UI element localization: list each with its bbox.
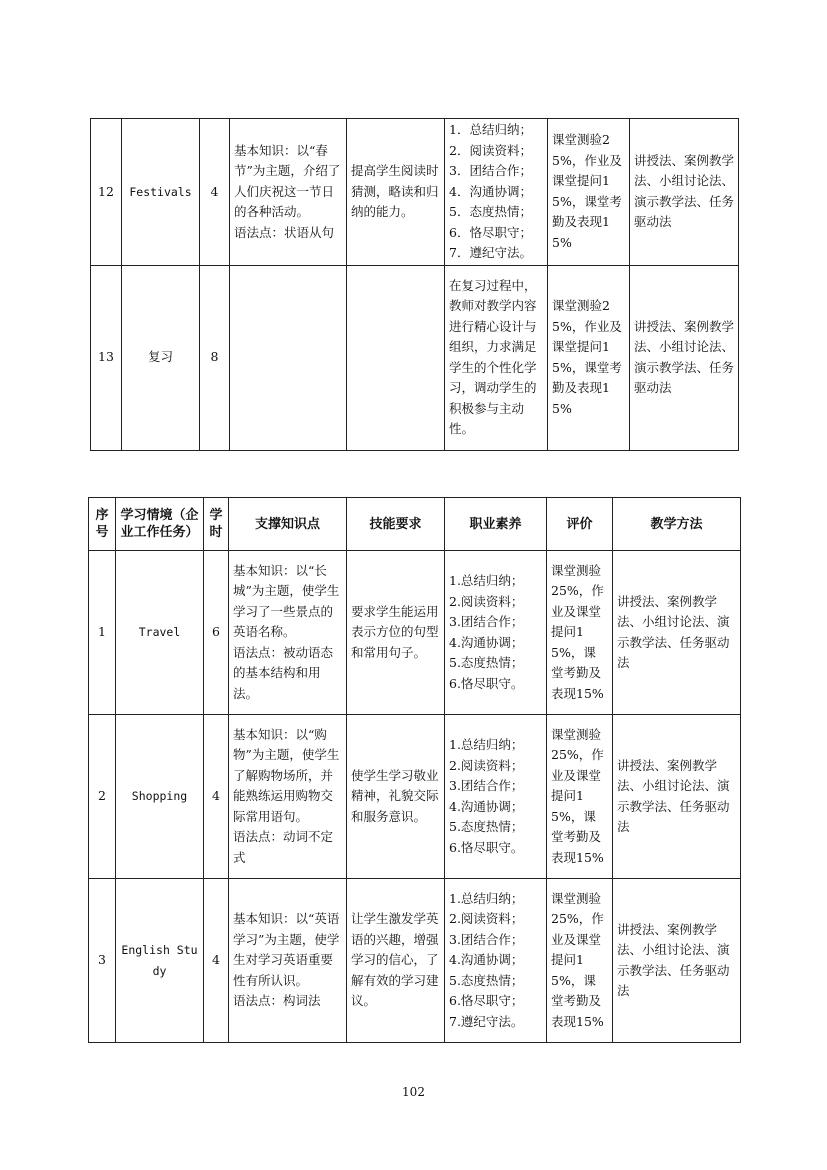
learning-situation: Travel	[116, 551, 204, 715]
course-table	[88, 497, 741, 1043]
skill-requirements: 使学生学习敬业精神，礼貌交际和服务意识。	[347, 715, 445, 879]
row-number: 13	[91, 265, 122, 450]
evaluation: 课堂测验25%，作业及课堂提问15%，课堂考勤及表现15%	[548, 119, 630, 266]
teaching-methods: 讲授法、案例教学法、小组讨论法、演示教学法、任务驱动法	[613, 715, 741, 879]
evaluation: 课堂测验25%，作业及课堂提问15%，课堂考勤及表现15%	[548, 265, 630, 450]
teaching-methods: 讲授法、案例教学法、小组讨论法、演示教学法、任务驱动法	[613, 879, 741, 1043]
row-number: 3	[89, 879, 116, 1043]
learning-situation: English Study	[116, 879, 204, 1043]
evaluation: 课堂测验25%，作业及课堂提问15%，课堂考勤及表现15%	[547, 879, 613, 1043]
header-skill-requirements: 技能要求	[347, 498, 445, 551]
skill-requirements: 要求学生能运用表示方位的句型和常用句子。	[347, 551, 445, 715]
table-row	[91, 119, 739, 266]
teaching-methods: 讲授法、案例教学法、小组讨论法、演示教学法、任务驱动法	[630, 265, 739, 450]
skill-requirements	[347, 265, 445, 450]
knowledge-points	[230, 265, 347, 450]
skill-requirements: 提高学生阅读时猜测，略读和归纳的能力。	[347, 119, 445, 266]
evaluation: 课堂测验25%，作业及课堂提问15%，课堂考勤及表现15%	[547, 715, 613, 879]
header-professional-literacy: 职业素养	[445, 498, 547, 551]
knowledge-points: 基本知识：以“长城”为主题，使学生学习了一些景点的英语名称。 语法点：被动语态的基本结构和用法。	[229, 551, 347, 715]
knowledge-points: 基本知识：以“购物”为主题，使学生了解购物场所，并能熟练运用购物交际常用语句。 语法点：动词不定式	[229, 715, 347, 879]
professional-literacy: 1．总结归纳； 2．阅读资料； 3．团结合作； 4．沟通协调； 5．态度热情； 6．恪尽职守； 7．遵纪守法。	[445, 119, 548, 266]
learning-situation: 复习	[122, 265, 200, 450]
row-number: 1	[89, 551, 116, 715]
skill-requirements: 让学生激发学英语的兴趣，增强学习的信心，了解有效的学习建议。	[347, 879, 445, 1043]
hours: 8	[200, 265, 230, 450]
professional-literacy: 1.总结归纳； 2.阅读资料； 3.团结合作； 4.沟通协调； 5.态度热情； 6.恪尽职守。	[445, 551, 547, 715]
header-learning-situation: 学习情境（企业工作任务）	[116, 498, 204, 551]
hours: 4	[204, 879, 229, 1043]
header-evaluation: 评价	[547, 498, 613, 551]
header-number: 序号	[89, 498, 116, 551]
knowledge-points: 基本知识：以“春节”为主题，介绍了人们庆祝这一节日的各种活动。 语法点：状语从句	[230, 119, 347, 266]
row-number: 12	[91, 119, 122, 266]
table-header-row	[89, 498, 741, 551]
hours: 4	[204, 715, 229, 879]
hours: 4	[200, 119, 230, 266]
course-table-continued	[90, 118, 739, 451]
header-hours: 学时	[204, 498, 229, 551]
header-teaching-methods: 教学方法	[613, 498, 741, 551]
header-knowledge-points: 支撑知识点	[229, 498, 347, 551]
learning-situation: Festivals	[122, 119, 200, 266]
table-row	[91, 265, 739, 450]
table-row	[89, 715, 741, 879]
row-number: 2	[89, 715, 116, 879]
evaluation: 课堂测验25%，作业及课堂提问15%，课堂考勤及表现15%	[547, 551, 613, 715]
learning-situation: Shopping	[116, 715, 204, 879]
teaching-methods: 讲授法、案例教学法、小组讨论法、演示教学法、任务驱动法	[613, 551, 741, 715]
knowledge-points: 基本知识：以“英语学习”为主题，使学生对学习英语重要性有所认识。 语法点：构词法	[229, 879, 347, 1043]
professional-literacy: 1.总结归纳； 2.阅读资料； 3.团结合作； 4.沟通协调； 5.态度热情； 6.恪尽职守。	[445, 715, 547, 879]
teaching-methods: 讲授法、案例教学法、小组讨论法、演示教学法、任务驱动法	[630, 119, 739, 266]
table-row	[89, 879, 741, 1043]
page-number: 102	[402, 1085, 425, 1099]
professional-literacy: 在复习过程中，教师对教学内容进行精心设计与组织，力求满足学生的个性化学习，调动学生的积极参与主动性。	[445, 265, 548, 450]
table-row	[89, 551, 741, 715]
hours: 6	[204, 551, 229, 715]
professional-literacy: 1.总结归纳； 2.阅读资料； 3.团结合作； 4.沟通协调； 5.态度热情； 6.恪尽职守； 7.遵纪守法。	[445, 879, 547, 1043]
